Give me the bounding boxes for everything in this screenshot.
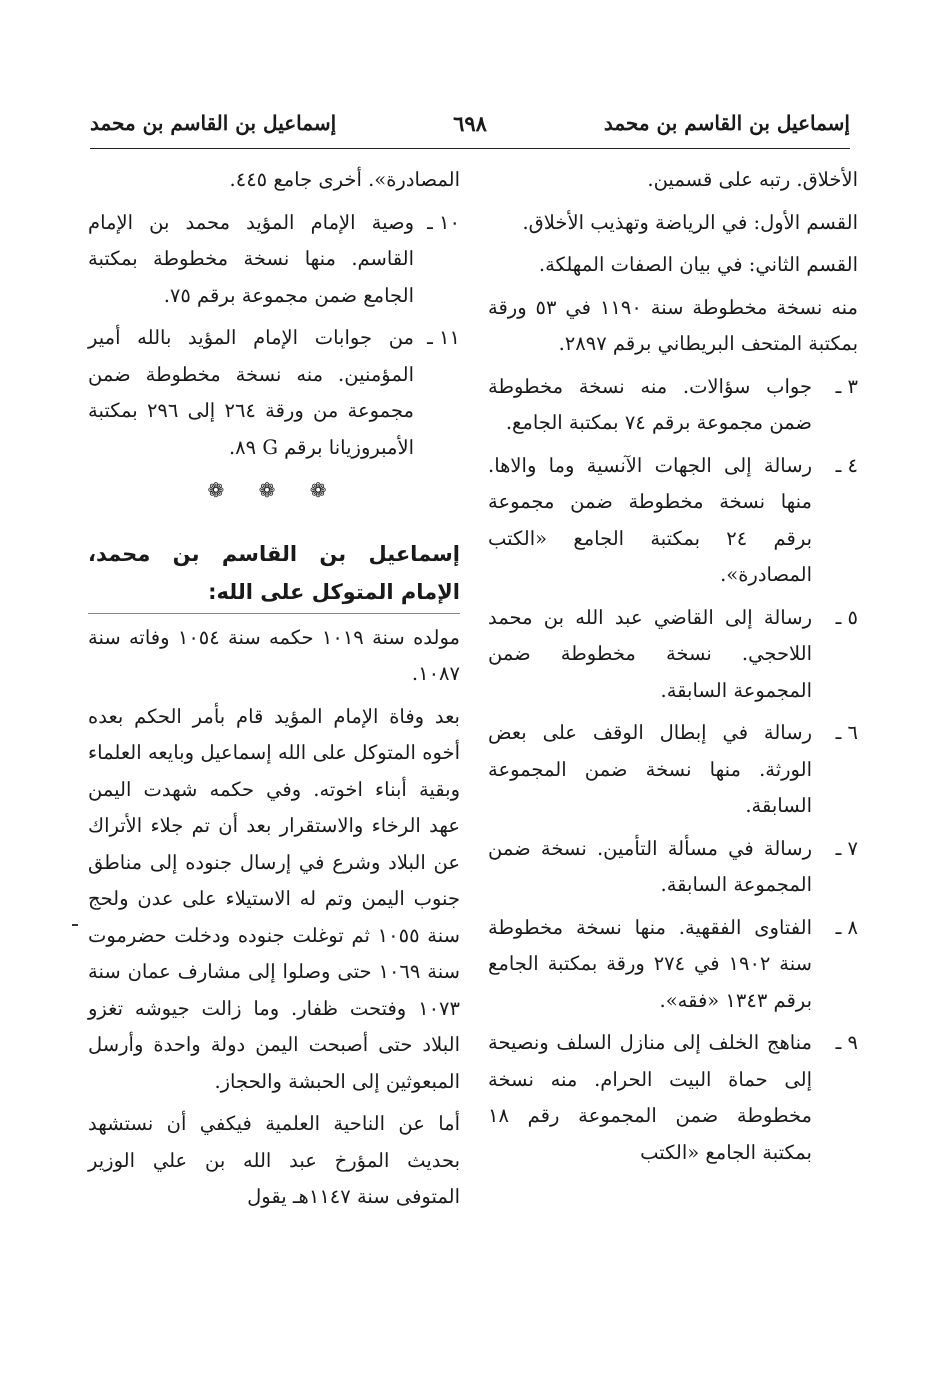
list-item xyxy=(488,448,858,594)
running-header xyxy=(90,106,850,140)
header-rule xyxy=(90,148,850,149)
item-text: وصية الإمام المؤيد محمد بن الإمام القاسم. منها نسخة مخطوطة بمكتبة الجامع ضمن مجموعة برقم ٧٥. xyxy=(88,210,414,307)
item-text: من جوابات الإمام المؤيد بالله أمير المؤمنين. منه نسخة مخطوطة ضمن مجموعة من ورقة ٢٦٤ إلى ٢٩٦ بمكتبة الأمبروزيانا برقم G ٨٩. xyxy=(88,326,414,459)
item-number: ١١ ـ xyxy=(427,326,460,349)
item-number: ٨ ـ xyxy=(835,915,858,939)
item-number: ١٠ ـ xyxy=(427,210,460,234)
right-column xyxy=(488,162,858,1177)
item-number: ٣ ـ xyxy=(835,374,858,398)
section-ornament: ❁ ❁ ❁ xyxy=(207,478,341,502)
intro-text: الأخلاق. رتبه على قسمين. xyxy=(647,168,858,191)
continuation-text: المصادرة». أخرى جامع ٤٤٥. xyxy=(229,168,460,191)
list-item xyxy=(88,205,460,315)
list-item xyxy=(488,1025,858,1171)
list-item xyxy=(88,320,460,466)
item-text: الفتاوى الفقهية. منها نسخة مخطوطة سنة ١٩٠٢ في ٢٧٤ ورقة بمكتبة الجامع برقم ١٣٤٣ «فقه». xyxy=(488,915,812,1012)
manuscript-note: منه نسخة مخطوطة سنة ١١٩٠ في ٥٣ ورقة بمكتبة المتحف البريطاني برقم ٢٨٩٧. xyxy=(488,295,858,355)
item-text: مناهج الخلف إلى منازل السلف ونصيحة إلى حماة البيت الحرام. منه نسخة مخطوطة ضمن المجموعة رقم ١٨ بمكتبة الجامع «الكتب xyxy=(488,1031,812,1164)
item-text: رسالة إلى القاضي عبد الله بن محمد اللاحجي. نسخة مخطوطة ضمن المجموعة السابقة. xyxy=(488,605,812,702)
entry-heading: إسماعيل بن القاسم بن محمد، الإمام المتوكل على الله: xyxy=(88,535,460,614)
item-text: رسالة في مسألة التأمين. نسخة ضمن المجموعة السابقة. xyxy=(488,836,812,896)
page-number: ٦٩٨ xyxy=(453,110,487,136)
list-item xyxy=(488,369,858,442)
list-item xyxy=(488,910,858,1020)
paragraph-two: أما عن الناحية العلمية فيكفي أن نستشهد بحديث المؤرخ عبد الله بن علي الوزير المتوفى سنة ١١٤٧هـ يقول xyxy=(88,1112,460,1208)
item-number: ٦ ـ xyxy=(835,721,858,744)
list-item xyxy=(488,600,858,710)
item-number: ٧ ـ xyxy=(835,836,858,860)
left-column xyxy=(88,162,460,1222)
header-right-title: إسماعيل بن القاسم بن محمد xyxy=(603,111,850,135)
item-number: ٩ ـ xyxy=(835,1031,858,1054)
list-item xyxy=(488,715,858,825)
list-item xyxy=(488,831,858,904)
header-left-title: إسماعيل بن القاسم بن محمد xyxy=(90,111,337,135)
item-text: جواب سؤالات. منه نسخة مخطوطة ضمن مجموعة برقم ٧٤ بمكتبة الجامع. xyxy=(488,374,812,434)
paragraph-one: بعد وفاة الإمام المؤيد قام بأمر الحكم بعده أخوه المتوكل على الله إسماعيل وبايعه العلماء وبقية أبناء اخوته. وفي حكمه شهدت اليمن عهد الرخاء والاستقرار بعد أن تم جلاء الأتراك عن البلاد وشرع في إرسال جنوده إلى مناطق جنوب اليمن وتم له الاستيلاء على عدن ولحج سنة ١٠٥٥ ثم توغلت جنوده ودخلت حضرموت سنة ١٠٦٩ حتى وصلوا إلى مشارف عمان سنة ١٠٧٣ وفتحت ظفار. وما زالت جيوشه تغزو البلاد حتى أصبحت اليمن دولة واحدة وأرسل المبعوثين إلى الحبشة والحجاز. xyxy=(88,704,460,1093)
section-one-text: القسم الأول: في الرياضة وتهذيب الأخلاق. xyxy=(522,210,858,234)
item-text: رسالة في إبطال الوقف على بعض الورثة. منها نسخة ضمن المجموعة السابقة. xyxy=(488,721,812,817)
item-number: ٥ ـ xyxy=(835,605,858,629)
birth-line: مولده سنة ١٠١٩ حكمه سنة ١٠٥٤ وفاته سنة ١٠٨٧. xyxy=(88,625,460,685)
item-text: رسالة إلى الجهات الآنسية وما والاها. منها نسخة مخطوطة ضمن مجموعة برقم ٢٤ بمكتبة الجامع «الكتب المصادرة». xyxy=(488,453,813,586)
item-number: ٤ ـ xyxy=(835,453,858,477)
section-two-text: القسم الثاني: في بيان الصفات المهلكة. xyxy=(538,253,858,276)
margin-mark xyxy=(72,924,78,926)
